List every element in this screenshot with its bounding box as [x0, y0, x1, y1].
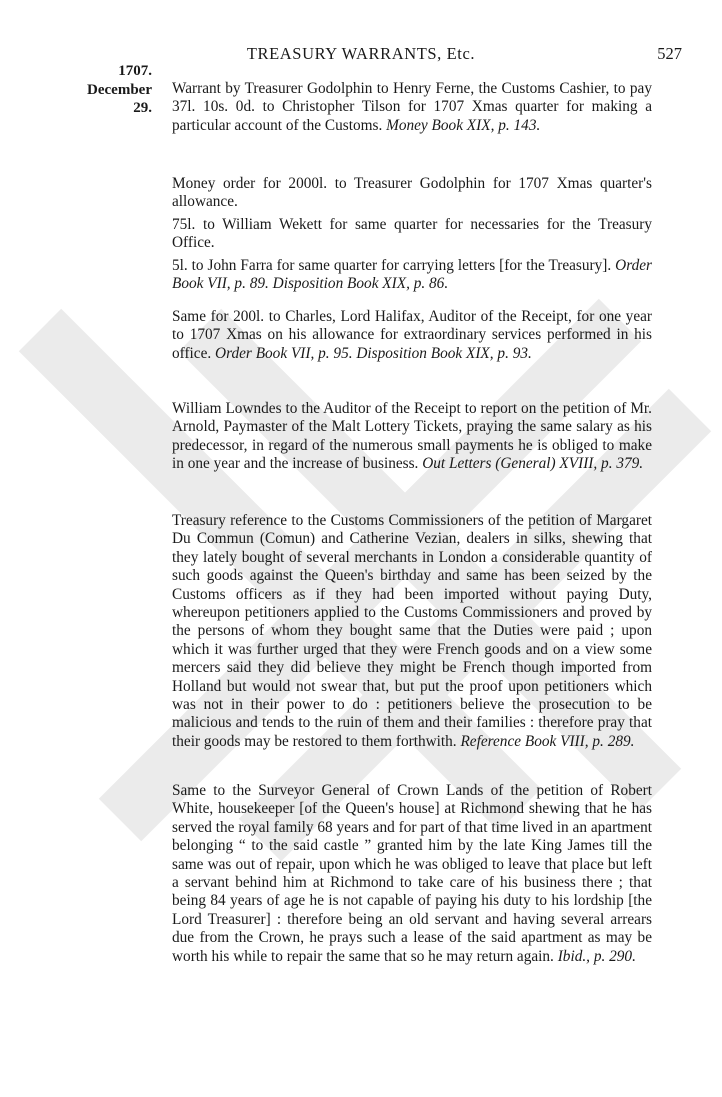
source-reference: Reference Book VIII, p. 289.	[456, 732, 635, 750]
entry-paragraph: Same to the Surveyor General of Crown Lands of the petition of Robert White, housekeeper [of the Queen's house] at Richmond shewing that he has served the royal family 68 years and for part of that time lived in an apartment belonging “ to the said castle ” granted him by the late King James till the same was out of repair, upon which he was obliged to leave that place but left a servant behind him at Richmond to take care of his business there ; that being 84 years of age he is not capable of paying his duty to his lordship [the Lord Treasurer] : therefore being an old servant and having several arrears due from the Crown, he prays such a lease of the said apartment as may be worth his while to repair the same that so he may return again. Ibid., p. 290.	[172, 782, 652, 965]
entry-3	[172, 308, 652, 363]
margin-month: December	[87, 81, 152, 98]
source-reference: Out Letters (General) XVIII, p. 379.	[418, 455, 644, 473]
entry-2	[172, 175, 652, 293]
entry-4	[172, 400, 652, 474]
entry-paragraph: Same for 200l. to Charles, Lord Halifax, Auditor of the Receipt, for one year to 1707 Xmas on his allowance for extraordinary services performed in his office. Order Book VII, p. 95. Disposition Book XIX, p. 93.	[172, 308, 652, 362]
entry-1	[172, 80, 652, 135]
entry-paragraph: 75l. to William Wekett for same quarter for necessaries for the Treasury Office.	[172, 215, 652, 252]
source-reference: Money Book XIX, p. 143.	[382, 116, 541, 134]
entry-5	[172, 512, 652, 751]
running-head-title: TREASURY WARRANTS, Etc.	[246, 44, 476, 63]
entry-paragraph: Money order for 2000l. to Treasurer Godolphin for 1707 Xmas quarter's allowance.	[172, 175, 652, 211]
entry-6	[172, 782, 652, 966]
margin-date	[62, 62, 152, 118]
page-number: 527	[657, 44, 682, 63]
source-reference: Ibid., p. 290.	[553, 947, 636, 965]
entry-paragraph: William Lowndes to the Auditor of the Receipt to report on the petition of Mr. Arnold, Paymaster of the Malt Lottery Tickets, praying the same salary as his predecessor, in regard of the numerous small payments he is obliged to make in one year and the increase of business. Out Letters (General) XVIII, p. 379.	[172, 400, 652, 473]
entry-paragraph: Warrant by Treasurer Godolphin to Henry Ferne, the Customs Cashier, to pay 37l. 10s. 0d. to Christopher Tilson for 1707 Xmas quarter for making a particular account of the Customs. Money Book XIX, p. 143.	[172, 80, 652, 134]
entry-paragraph: 5l. to John Farra for same quarter for carrying letters [for the Treasury]. Order Book VII, p. 89. Disposition Book XIX, p. 86.	[172, 256, 652, 293]
margin-day: 29.	[133, 100, 152, 116]
source-reference: Order Book VII, p. 95. Disposition Book XIX, p. 93.	[211, 344, 532, 362]
source-reference: Order Book VII, p. 89. Disposition Book XIX, p. 86.	[172, 256, 652, 293]
margin-year: 1707.	[118, 63, 152, 79]
entry-paragraph: Treasury reference to the Customs Commissioners of the petition of Margaret Du Commun (Comun) and Catherine Vezian, dealers in silks, shewing that they lately bought of several merchants in London a considerable quantity of such goods against the Queen's birthday and same has been seized by the Customs officers as if they had been imported without paying Duty, whereupon petitioners applied to the Customs Commissioners and proved by the persons of whom they bought same that the Duties were paid ; upon which it was further urged that they were French goods and on a view some mercers said they did believe they might be French though imported from Holland but would not swear that, but put the proof upon petitioners which was not in their power to do : petitioners believe the prosecution to be malicious and tends to the ruin of them and their families : therefore pray that their goods may be restored to them forthwith. Reference Book VIII, p. 289.	[172, 512, 652, 750]
